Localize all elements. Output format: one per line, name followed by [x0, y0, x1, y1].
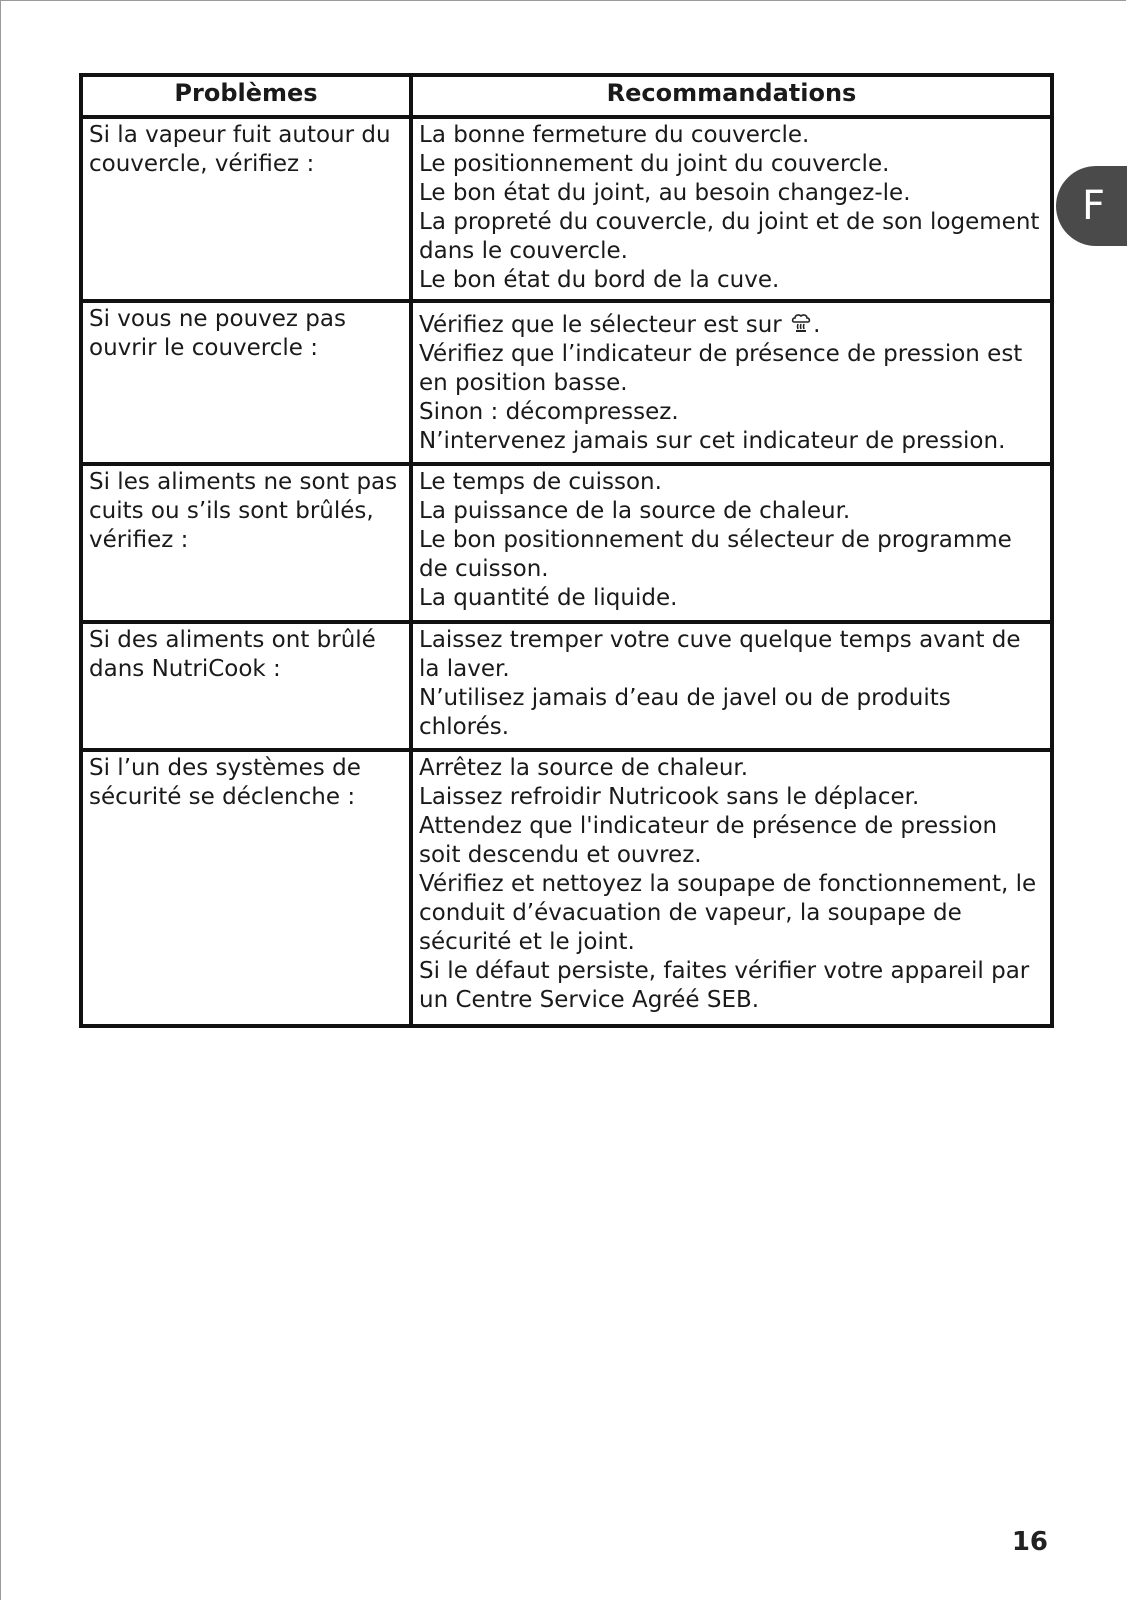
recommendation-line: N’utilisez jamais d’eau de javel ou de produits chlorés. [419, 685, 951, 740]
page-number: 16 [1011, 1527, 1048, 1557]
recommendation-line: La bonne fermeture du couvercle. [419, 122, 810, 148]
steam-selector-icon [789, 311, 813, 335]
problem-cell: Si l’un des systèmes de sécurité se déclenche : [81, 750, 411, 1026]
recommendation-line: Le bon état du bord de la cuve. [419, 267, 780, 293]
problem-cell: Si les aliments ne sont pas cuits ou s’ils sont brûlés, vérifiez : [81, 464, 411, 622]
recommendation-line: Attendez que l'indicateur de présence de pression soit descendu et ouvrez. [419, 813, 998, 868]
recommendations-cell [411, 464, 1052, 622]
language-tab: F [1056, 166, 1127, 246]
troubleshooting-table [79, 73, 1054, 1028]
recommendation-line: N’intervenez jamais sur cet indicateur de pression. [419, 428, 1006, 454]
recommendation-line: Laissez tremper votre cuve quelque temps avant de la laver. [419, 627, 1021, 682]
recommendation-line: Le positionnement du joint du couvercle. [419, 151, 890, 177]
recommendation-text: Vérifiez que le sélecteur est sur [419, 312, 782, 338]
recommendations-cell [411, 301, 1052, 464]
recommendation-line: Le temps de cuisson. [419, 469, 662, 495]
recommendation-line: Vérifiez et nettoyez la soupape de fonctionnement, le conduit d’évacuation de vapeur, la soupape de sécurité et le joint. [419, 871, 1037, 955]
recommendation-line: Le bon positionnement du sélecteur de programme de cuisson. [419, 527, 1012, 582]
header-recommendations: Recommandations [411, 75, 1052, 117]
table-row [81, 464, 1052, 622]
recommendations-cell [411, 622, 1052, 750]
table-row [81, 622, 1052, 750]
recommendation-line: Vérifiez que le sélecteur est sur . [419, 312, 821, 338]
header-problems: Problèmes [81, 75, 411, 117]
problem-cell: Si vous ne pouvez pas ouvrir le couvercle : [81, 301, 411, 464]
recommendations-cell [411, 117, 1052, 301]
recommendation-line: La propreté du couvercle, du joint et de son logement dans le couvercle. [419, 209, 1040, 264]
table-row [81, 750, 1052, 1026]
table-row [81, 301, 1052, 464]
recommendation-line: La quantité de liquide. [419, 585, 678, 611]
problem-cell: Si la vapeur fuit autour du couvercle, vérifiez : [81, 117, 411, 301]
recommendation-line: Le bon état du joint, au besoin changez-le. [419, 180, 911, 206]
problem-cell: Si des aliments ont brûlé dans NutriCook : [81, 622, 411, 750]
recommendation-line: Laissez refroidir Nutricook sans le déplacer. [419, 784, 920, 810]
table-header-row [81, 75, 1052, 117]
recommendation-line: Arrêtez la source de chaleur. [419, 755, 749, 781]
recommendation-line: La puissance de la source de chaleur. [419, 498, 851, 524]
table-row [81, 117, 1052, 301]
recommendation-line: Si le défaut persiste, faites vérifier votre appareil par un Centre Service Agréé SEB. [419, 958, 1030, 1013]
recommendations-cell [411, 750, 1052, 1026]
recommendation-line: Vérifiez que l’indicateur de présence de pression est en position basse. [419, 341, 1023, 396]
recommendation-line: Sinon : décompressez. [419, 399, 679, 425]
